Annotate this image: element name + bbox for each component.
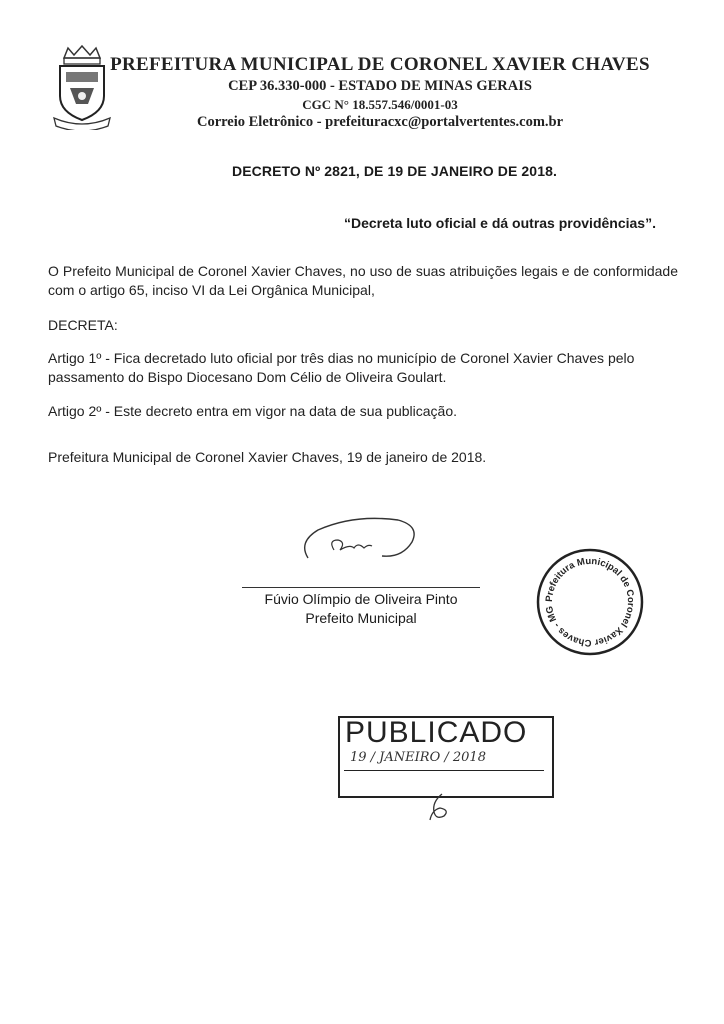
signatory-role: Prefeito Municipal [305,610,417,626]
stamp-date: 19 / JANEIRO / 2018 [350,750,486,765]
intro-paragraph: O Prefeito Municipal de Coronel Xavier Chaves, no uso de suas atribuições legais e de conformidade com o artigo 65, inciso VI da Lei Orgânica Municipal, [48,263,678,298]
decreta-label: DECRETA: [48,317,118,333]
signatory-name: Fúvio Olímpio de Oliveira Pinto [264,591,458,607]
closing-paragraph: Prefeitura Municipal de Coronel Xavier Chaves, 19 de janeiro de 2018. [48,449,487,465]
stamp-title: PUBLICADO [345,716,528,749]
handwritten-signature [294,512,426,574]
article-1-paragraph: Artigo 1º - Fica decretado luto oficial por três dias no município de Coronel Xavier Chaves pelo passamento do Bispo Diocesano Dom Célio de Oliveira Goulart. [48,350,635,385]
decree-summary: “Decreta luto oficial e dá outras providências”. [344,215,656,231]
header-cgc: CGC N° 18.557.546/0001-03 [302,97,458,112]
header-title: PREFEITURA MUNICIPAL DE CORONEL XAVIER CHAVES [110,54,650,75]
seal-text: Prefeitura Municipal de Coronel Xavier Chaves - MG [543,555,637,649]
municipal-seal [535,547,645,657]
stamp-initial-signature [424,790,454,826]
article-2-paragraph: Artigo 2º - Este decreto entra em vigor na data de sua publicação. [48,403,458,419]
stamp-date-line [344,770,544,771]
header-email: Correio Eletrônico - prefeituracxc@portalvertentes.com.br [196,114,564,130]
decree-title: DECRETO Nº 2821, DE 19 DE JANEIRO DE 2018. [232,163,557,179]
header-cep: CEP 36.330-000 - ESTADO DE MINAS GERAIS [228,78,532,94]
signature-line [242,587,480,588]
svg-text:Prefeitura Municipal de Corone [544,556,636,648]
